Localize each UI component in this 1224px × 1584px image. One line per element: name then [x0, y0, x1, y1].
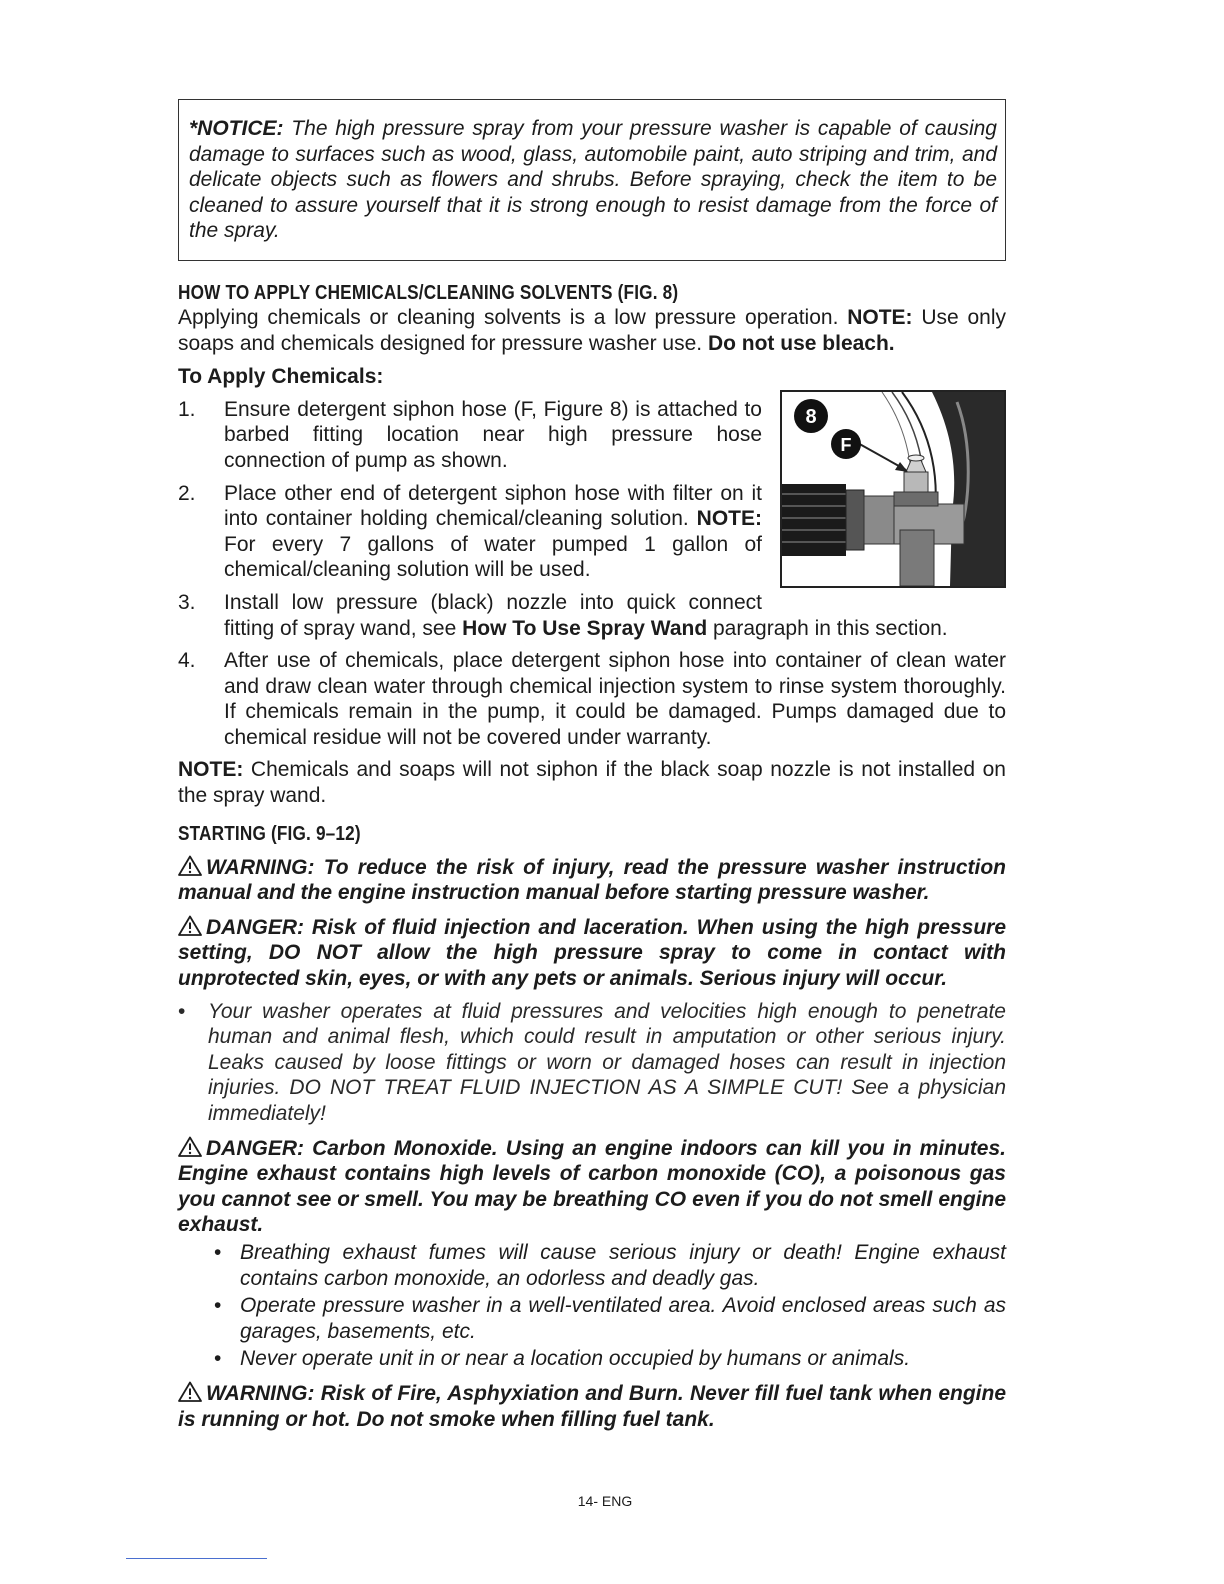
- danger-fluid-injection: DANGER: Risk of fluid injection and laceration. When using the high pressure setting, DO NOT allow the high pressure spray to come in contact with unprotected skin, eyes, or with any pets or animals. Serious injury will occur.: [178, 915, 1006, 991]
- callout-f-label: F: [840, 434, 852, 455]
- danger-triangle-icon: [178, 915, 202, 936]
- starting-heading: STARTING (FIG. 9–12): [178, 822, 361, 845]
- list-item: • Operate pressure washer in a well-ventilated area. Avoid enclosed areas such as garages, basements, etc.: [214, 1294, 1006, 1343]
- manual-page: [178, 99, 1006, 1432]
- warning-fire-burn: WARNING: Risk of Fire, Asphyxiation and Burn. Never fill fuel tank when engine is running or hot. Do not smoke when filling fuel tank.: [178, 1381, 1006, 1431]
- step-3: 3. Install low pressure (black) nozzle into quick connect fitting of spray wand, see How To Use Spray Wand paragraph in this section.: [178, 590, 948, 640]
- fluid-injection-bullets: [178, 999, 1006, 1127]
- danger-triangle-icon: [178, 1136, 202, 1157]
- chemicals-heading: HOW TO APPLY CHEMICALS/CLEANING SOLVENTS (FIG. 8): [178, 281, 679, 304]
- notice-text: The high pressure spray from your pressure washer is capable of causing damage to surfaces such as wood, glass, automobile paint, auto striping and trim, and delicate objects such as flowers and shrubs. Before spraying, check the item to be cleaned to assure yourself that it is strong enough to resist damage from the force of the spray.: [189, 117, 997, 243]
- warning-triangle-icon: [178, 855, 202, 876]
- apply-chemicals-steps: [178, 397, 1006, 751]
- step-2: 2. Place other end of detergent siphon hose with filter on it into container holding chemical/cleaning solution. NOTE: For every 7 gallons of water pumped 1 gallon of chemical/cleaning solution will be used.: [178, 481, 762, 582]
- divider: [126, 1558, 267, 1559]
- warning-triangle-icon: [178, 1381, 202, 1402]
- list-item: • Breathing exhaust fumes will cause serious injury or death! Engine exhaust contains carbon monoxide, an odorless and deadly gas.: [214, 1240, 1006, 1290]
- step-1: 1. Ensure detergent siphon hose (F, Figure 8) is attached to barbed fitting location near high pressure hose connection of pump as shown.: [178, 397, 762, 472]
- danger-carbon-monoxide: DANGER: Carbon Monoxide. Using an engine indoors can kill you in minutes. Engine exhaust contains high levels of carbon monoxide (CO), a poisonous gas you cannot see or smell. You may be breathing CO even if you do not smell engine exhaust.: [178, 1136, 1006, 1237]
- carbon-monoxide-bullets: [178, 1240, 1006, 1372]
- list-item: • Your washer operates at fluid pressures and velocities high enough to penetrate human and animal flesh, which could result in amputation or other serious injury. Leaks caused by loose fittings or worn or damaged hoses can result in injection injuries. DO NOT TREAT FLUID INJECTION AS A SIMPLE CUT! See a physician immediately!: [178, 999, 1006, 1125]
- step-4: 4. After use of chemicals, place detergent siphon hose into container of clean water and draw clean water through chemical injection system to rinse system thoroughly. If chemicals remain in the pump, it could be damaged. Pumps damaged due to chemical residue will not be covered under warranty.: [178, 649, 1006, 749]
- notice-label: *NOTICE:: [189, 117, 284, 140]
- notice-box: [178, 99, 1006, 261]
- siphon-note: NOTE: Chemicals and soaps will not siphon if the black soap nozzle is not installed on the spray wand.: [178, 758, 1006, 808]
- warning-read-manuals: WARNING: To reduce the risk of injury, read the pressure washer instruction manual and the engine instruction manual before starting pressure washer.: [178, 855, 1006, 905]
- apply-chemicals-subheading: To Apply Chemicals:: [178, 365, 384, 389]
- chemicals-intro: Applying chemicals or cleaning solvents is a low pressure operation. NOTE: Use only soaps and chemicals designed for pressure washer use. Do not use bleach.: [178, 305, 1006, 355]
- list-item: • Never operate unit in or near a location occupied by humans or animals.: [214, 1347, 911, 1371]
- figure-number-label: 8: [805, 405, 817, 428]
- page-number: 14- ENG: [577, 1493, 633, 1509]
